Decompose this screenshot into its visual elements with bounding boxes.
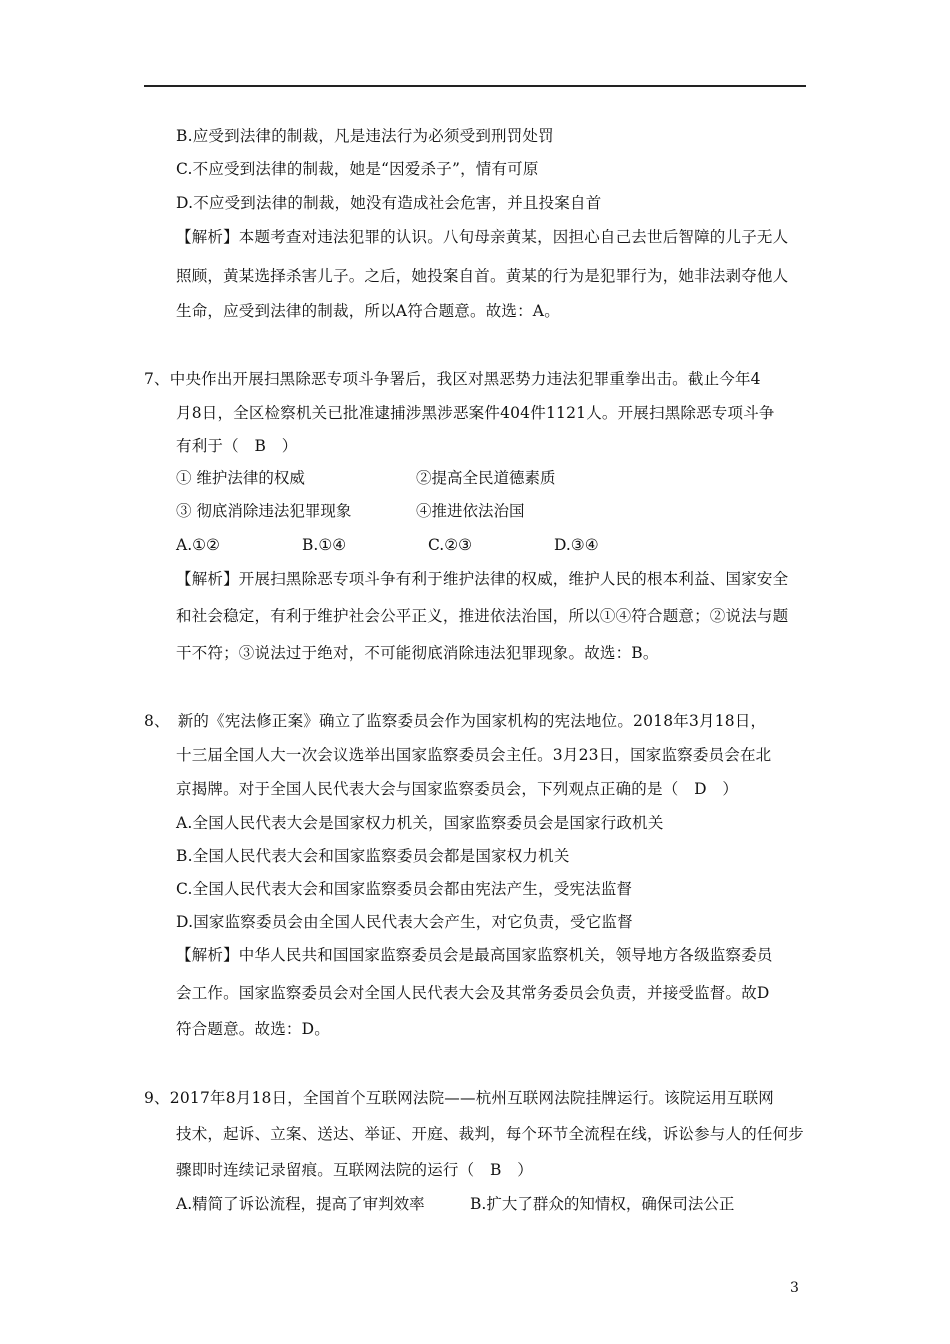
option-b: B.扩大了群众的知情权，确保司法公正 (470, 1195, 735, 1213)
question-stem: 8、 新的《宪法修正案》确立了监察委员会作为国家机构的宪法地位。2018年3月18日， (144, 712, 767, 730)
question-stem: 技术，起诉、立案、送达、举证、开庭、裁判，每个环节全流程在线，诉讼参与人的任何步 (176, 1125, 805, 1143)
analysis-line: 会工作。国家监察委员会对全国人民代表大会及其常务委员会负责，并接受监督。故D (176, 984, 770, 1002)
question-stem: 7、中央作出开展扫黑除恶专项斗争署后，我区对黑恶势力违法犯罪重拳出击。截止今年4 (144, 370, 761, 388)
analysis-line: 符合题意。故选：D。 (176, 1020, 330, 1038)
option-d: D.不应受到法律的制裁，她没有造成社会危害，并且投案自首 (176, 194, 602, 212)
option-d: D.国家监察委员会由全国人民代表大会产生，对它负责，受它监督 (176, 913, 633, 931)
analysis-line: 干不符；③说法过于绝对，不可能彻底消除违法犯罪现象。故选：B。 (176, 644, 659, 662)
analysis-line: 【解析】本题考查对违法犯罪的认识。八旬母亲黄某，因担心自己去世后智障的儿子无人 (176, 228, 789, 246)
question-stem: 有利于（ B ） (176, 437, 298, 455)
header-rule (144, 85, 806, 87)
analysis-line: 【解析】中华人民共和国国家监察委员会是最高国家监察机关，领导地方各级监察委员 (176, 946, 773, 964)
question-stem: 月8日，全区检察机关已批准逮捕涉黑涉恶案件404件1121人。开展扫黑除恶专项斗争 (176, 404, 775, 422)
option-c: C.不应受到法律的制裁，她是“因爱杀子”，情有可原 (176, 160, 539, 178)
analysis-line: 和社会稳定，有利于维护社会公平正义，推进依法治国，所以①④符合题意；②说法与题 (176, 607, 789, 625)
option-c: C.全国人民代表大会和国家监察委员会都由宪法产生，受宪法监督 (176, 880, 633, 898)
question-stem: 骤即时连续记录留痕。互联网法院的运行（ B ） (176, 1161, 533, 1179)
option-b: B.应受到法律的制裁，凡是违法行为必须受到刑罚处罚 (176, 127, 554, 145)
choice-b: B.①④ (302, 536, 347, 554)
question-stem: 9、2017年8月18日，全国首个互联网法院——杭州互联网法院挂牌运行。该院运用互联网 (144, 1089, 774, 1107)
statement-1: ① 维护法律的权威 (176, 469, 305, 487)
analysis-line: 照顾，黄某选择杀害儿子。之后，她投案自首。黄某的行为是犯罪行为，她非法剥夺他人 (176, 267, 789, 285)
option-a: A.全国人民代表大会是国家权力机关，国家监察委员会是国家行政机关 (176, 814, 664, 832)
analysis-line: 【解析】开展扫黑除恶专项斗争有利于维护法律的权威，维护人民的根本利益、国家安全 (176, 570, 789, 588)
choice-a: A.①② (176, 536, 220, 554)
option-a: A.精简了诉讼流程，提高了审判效率 (176, 1195, 425, 1213)
statement-3: ③ 彻底消除违法犯罪现象 (176, 502, 352, 520)
statement-2: ②提高全民道德素质 (416, 469, 556, 487)
choice-c: C.②③ (428, 536, 473, 554)
question-stem: 京揭牌。对于全国人民代表大会与国家监察委员会，下列观点正确的是（ D ） (176, 780, 739, 798)
question-stem: 十三届全国人大一次会议选举出国家监察委员会主任。3月23日，国家监察委员会在北 (176, 746, 772, 764)
option-b: B.全国人民代表大会和国家监察委员会都是国家权力机关 (176, 847, 570, 865)
analysis-line: 生命，应受到法律的制裁，所以A符合题意。故选：A。 (176, 302, 560, 320)
page-number: 3 (790, 1280, 799, 1296)
choice-d: D.③④ (554, 536, 599, 554)
statement-4: ④推进依法治国 (416, 502, 525, 520)
